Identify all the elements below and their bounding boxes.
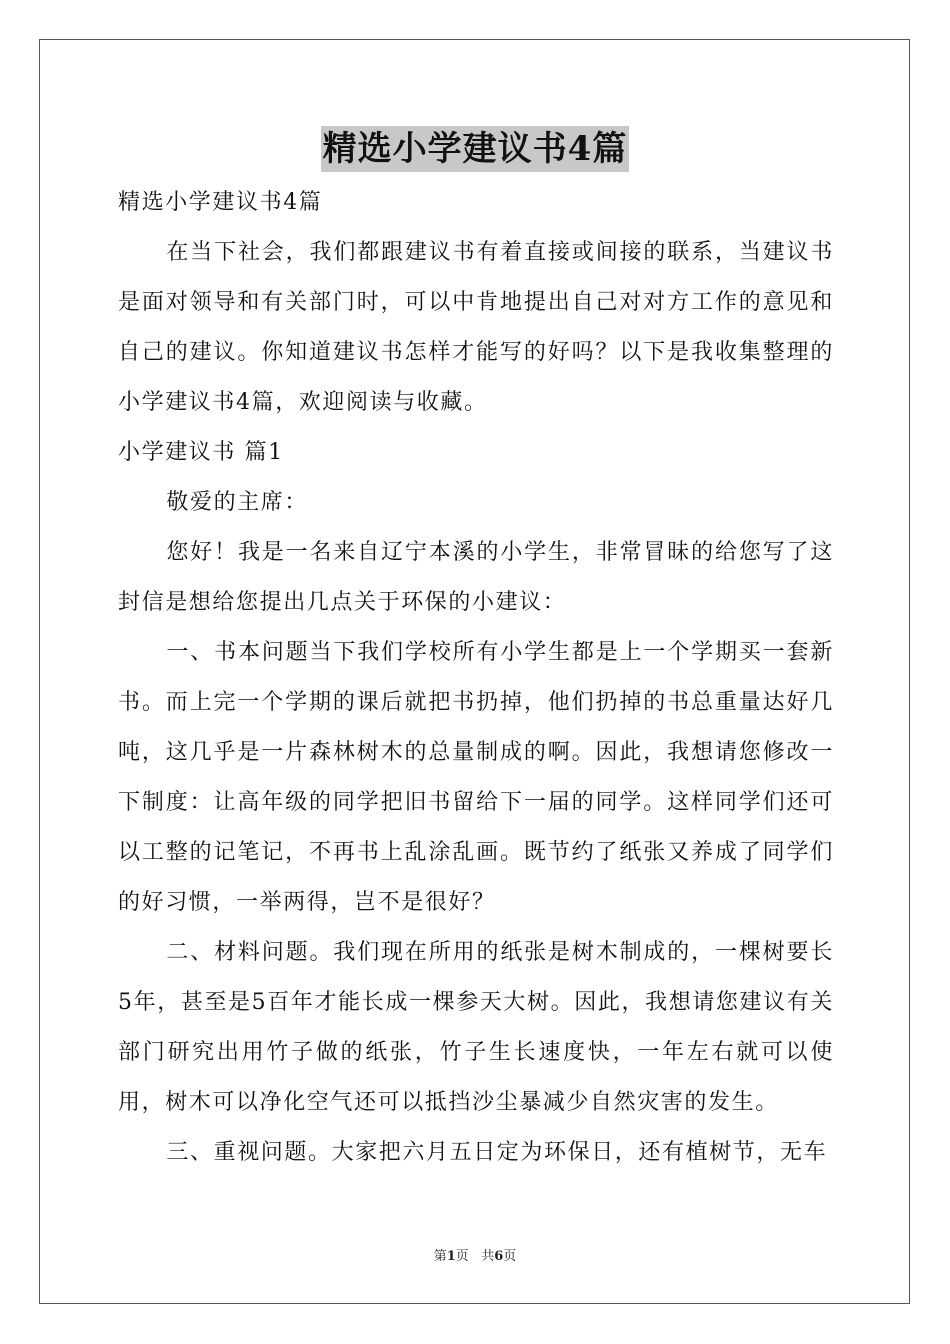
body-paragraph: 一、书本问题当下我们学校所有小学生都是上一个学期买一套新书。而上完一个学期的课后就把书扔掉，他们扔掉的书总重量达好几吨，这几乎是一片森林树木的总量制成的啊。因此，我想请您修改一下制度：让高年级的同学把旧书留给下一届的同学。这样同学们还可以工整的记笔记，不再书上乱涂乱画。既节约了纸张又养成了同学们的好习惯，一举两得，岂不是很好？ (118, 640, 834, 915)
body-paragraph: 三、重视问题。大家把六月五日定为环保日，还有植树节，无车 (166, 1140, 828, 1165)
title-container (0, 126, 950, 172)
page-footer (0, 1248, 950, 1266)
page-prefix: 第 (433, 1249, 447, 1264)
body-paragraph: 您好！我是一名来自辽宁本溪的小学生，非常冒昧的给您写了这封信是想给您提出几点关于环保的小建议： (118, 540, 834, 615)
document-subtitle: 精选小学建议书4篇 (118, 190, 323, 215)
document-body (118, 178, 834, 1178)
current-page-number: 1 (446, 1249, 456, 1264)
salutation: 敬爱的主席： (166, 490, 308, 515)
section-heading: 小学建议书 篇1 (118, 440, 284, 465)
body-paragraph: 二、材料问题。我们现在所用的纸张是树木制成的，一棵树要长5年，甚至是5百年才能长成一棵参天大树。因此，我想请您建议有关部门研究出用竹子做的纸张，竹子生长速度快，一年左右就可以使用，树木可以净化空气还可以抵挡沙尘暴减少自然灾害的发生。 (118, 940, 834, 1115)
document-title: 精选小学建议书4篇 (321, 126, 630, 172)
total-page-number: 6 (494, 1249, 504, 1264)
intro-paragraph: 在当下社会，我们都跟建议书有着直接或间接的联系，当建议书是面对领导和有关部门时，可以中肯地提出自己对对方工作的意见和自己的建议。你知道建议书怎样才能写的好吗？以下是我收集整理的小学建议书4篇，欢迎阅读与收藏。 (118, 240, 834, 415)
page-mid: 页 共 (455, 1249, 495, 1264)
page-suffix: 页 (503, 1249, 517, 1264)
